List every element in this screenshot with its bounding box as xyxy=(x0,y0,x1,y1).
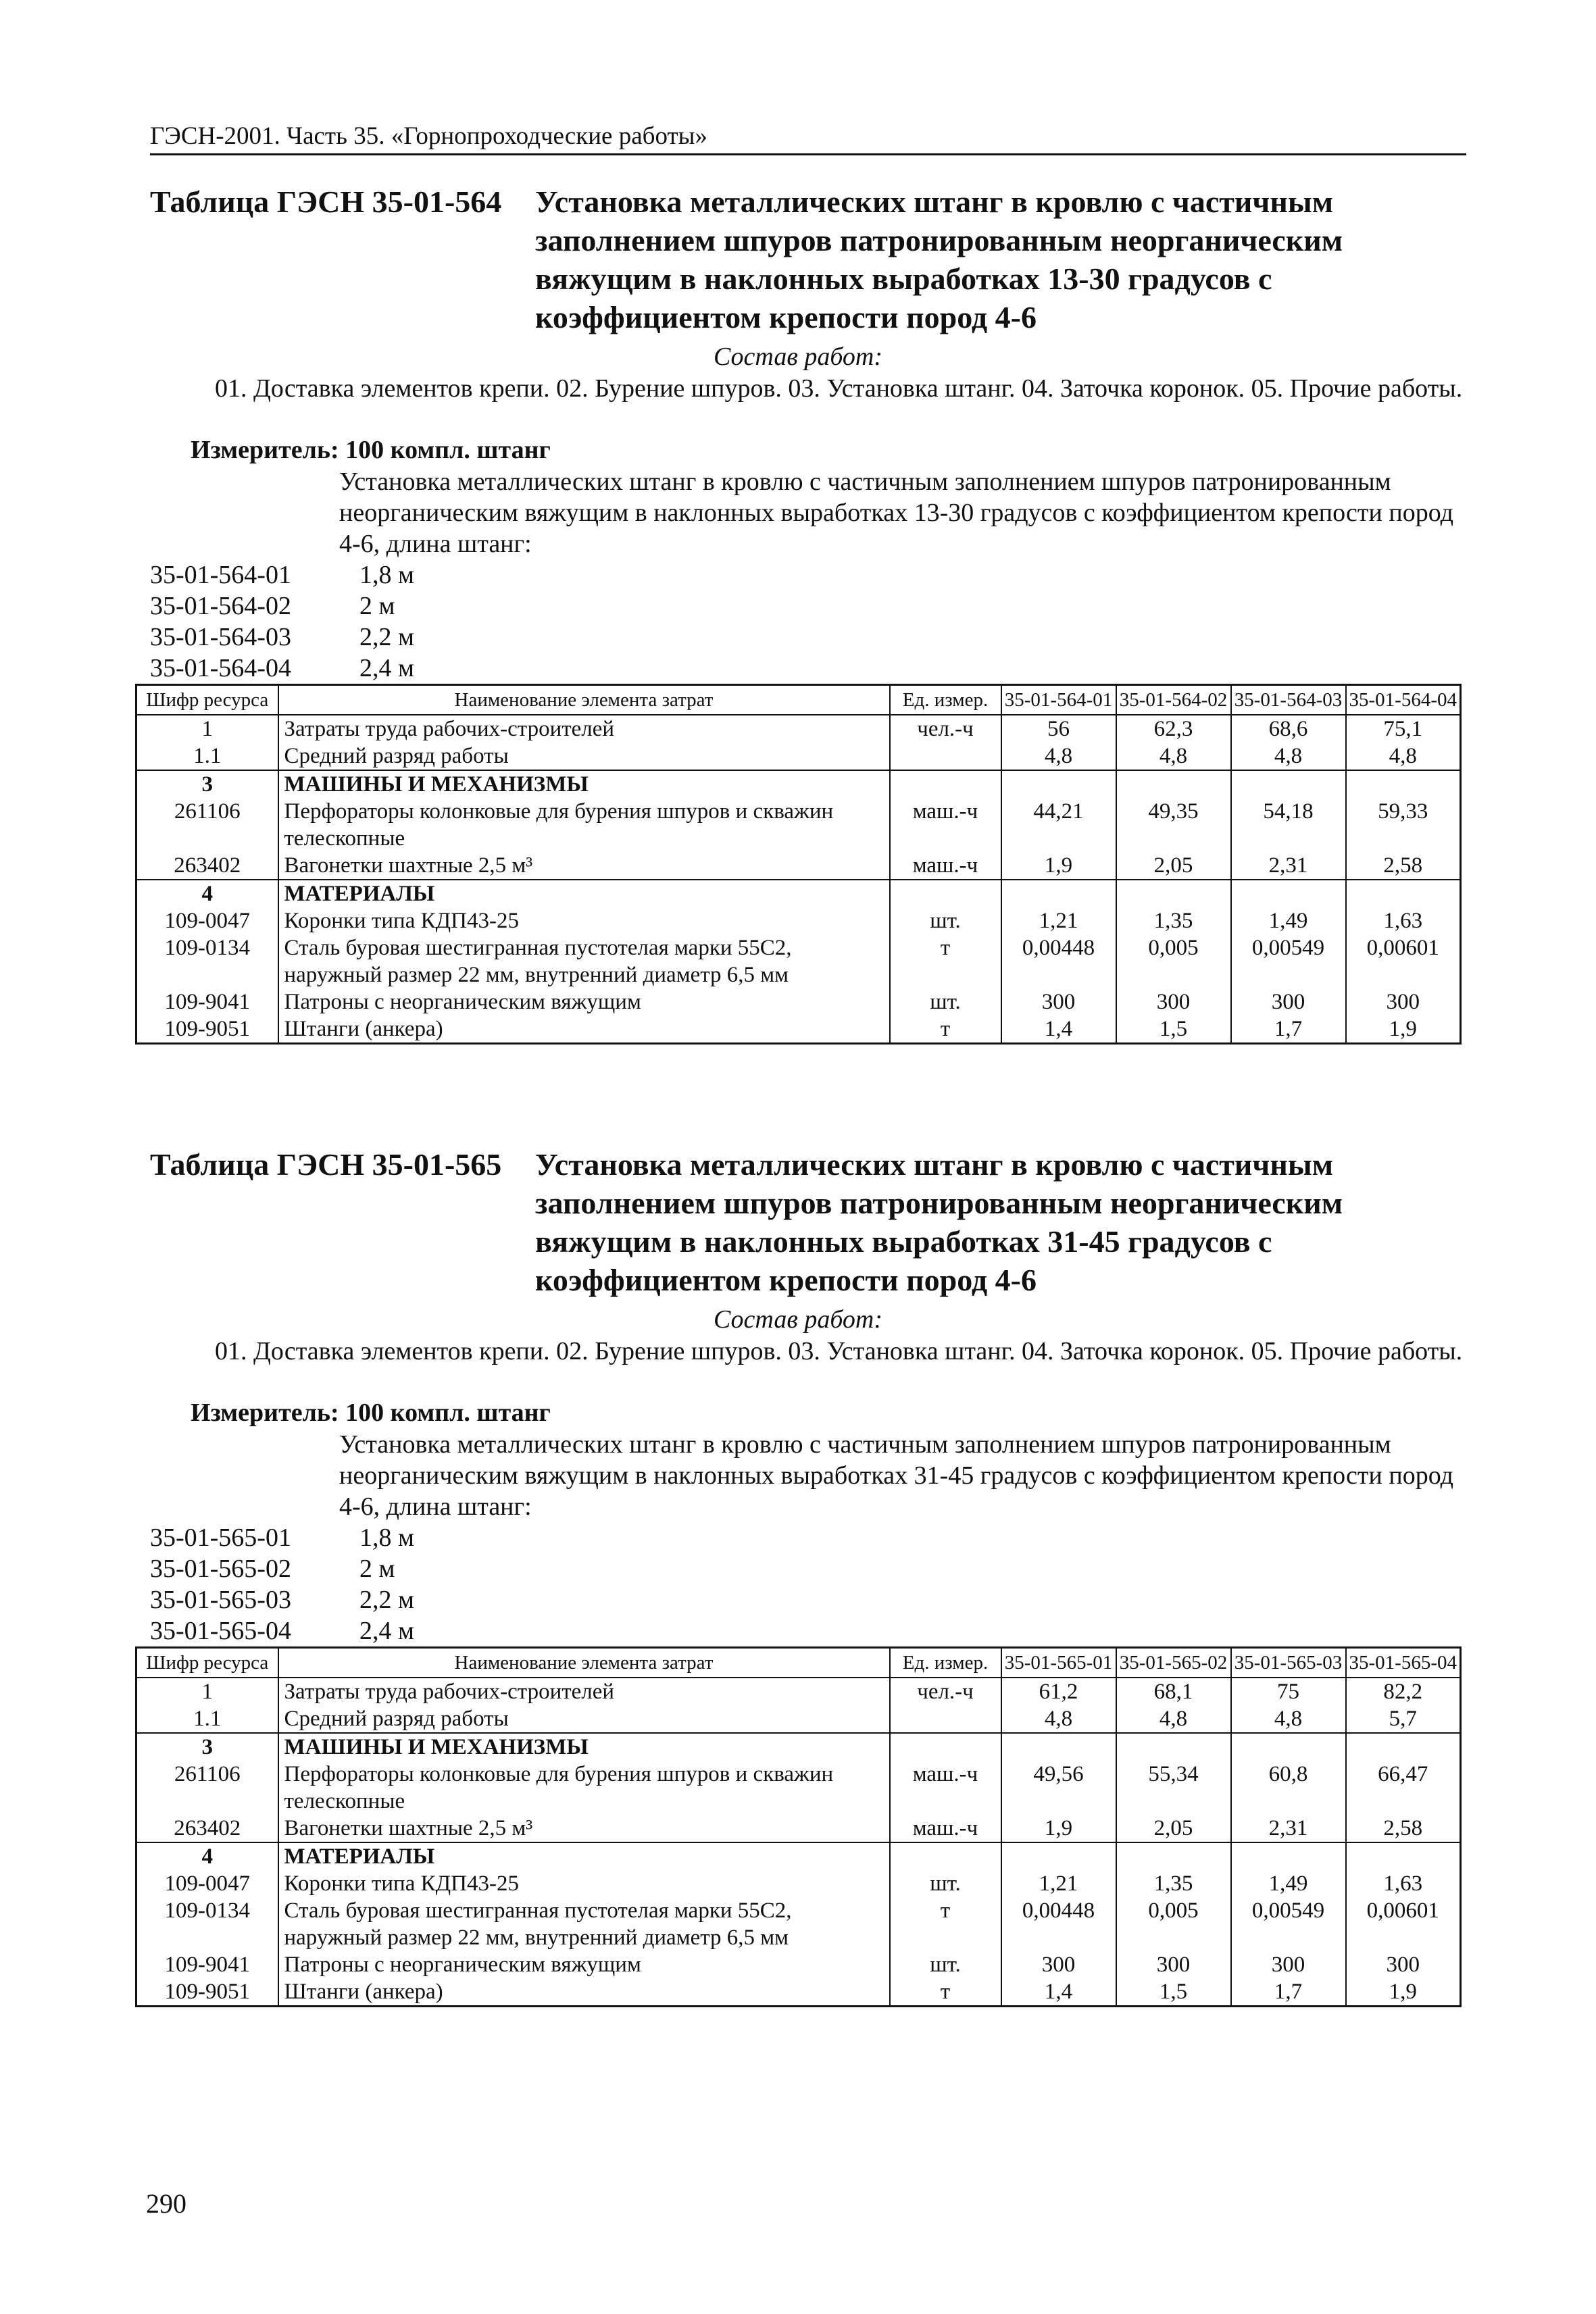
resource-code-cell: 263402 xyxy=(136,1815,278,1842)
resource-name-cell: МАШИНЫ И МЕХАНИЗМЫ xyxy=(278,770,890,798)
resource-name-cell: Коронки типа КДП43-25 xyxy=(278,1870,890,1897)
value-cell xyxy=(1346,770,1461,798)
variant-code: 35-01-564-03 xyxy=(150,623,291,651)
value-cell: 1,7 xyxy=(1231,1015,1346,1044)
resource-name-cell: МАШИНЫ И МЕХАНИЗМЫ xyxy=(278,1733,890,1761)
variant-code: 35-01-564-01 xyxy=(150,561,291,589)
value-cell: 1,21 xyxy=(1001,907,1116,934)
variant-value: 2,2 м xyxy=(359,623,415,651)
resource-name-cell: Вагонетки шахтные 2,5 м³ xyxy=(278,852,890,880)
value-cell: 2,05 xyxy=(1116,852,1231,880)
value-cell: 2,58 xyxy=(1346,852,1461,880)
header-col: 35-01-564-01 xyxy=(1001,685,1116,715)
value-cell: 59,33 xyxy=(1346,798,1461,852)
table-title xyxy=(150,1145,1447,1299)
variant-list xyxy=(150,1522,414,1646)
resource-code-cell: 109-0047 xyxy=(136,1870,278,1897)
unit-cell: шт. xyxy=(890,988,1001,1015)
unit-cell: чел.-ч xyxy=(890,1678,1001,1705)
variant-item xyxy=(150,590,414,622)
table-row xyxy=(136,715,1461,743)
value-cell: 4,8 xyxy=(1001,1705,1116,1733)
header-name: Наименование элемента затрат xyxy=(278,685,890,715)
resource-code-cell: 1 xyxy=(136,715,278,743)
resource-name-cell: МАТЕРИАЛЫ xyxy=(278,1842,890,1870)
table-title-name: Установка металлических штанг в кровлю с частичным заполнением шпуров патронированным неорганическим вяжущим в наклонных выработках 31-45 градусов с коэффициентом крепости пород 4-6 xyxy=(535,1147,1343,1297)
variant-item xyxy=(150,622,414,653)
variant-value: 2 м xyxy=(359,592,395,620)
value-cell: 1,35 xyxy=(1116,907,1231,934)
value-cell: 68,1 xyxy=(1116,1678,1231,1705)
value-cell xyxy=(1001,880,1116,907)
unit-cell: т xyxy=(890,1015,1001,1044)
value-cell: 1,49 xyxy=(1231,1870,1346,1897)
resource-code-cell: 261106 xyxy=(136,798,278,852)
resource-name-cell: Вагонетки шахтные 2,5 м³ xyxy=(278,1815,890,1842)
unit-cell xyxy=(890,743,1001,770)
unit-cell: т xyxy=(890,1897,1001,1951)
work-composition-label: Состав работ: xyxy=(713,343,883,371)
variant-item xyxy=(150,1522,414,1553)
value-cell: 1,35 xyxy=(1116,1870,1231,1897)
value-cell: 82,2 xyxy=(1346,1678,1461,1705)
resource-name-cell: Коронки типа КДП43-25 xyxy=(278,907,890,934)
value-cell: 300 xyxy=(1116,988,1231,1015)
resource-code-cell: 4 xyxy=(136,1842,278,1870)
value-cell: 1,9 xyxy=(1001,852,1116,880)
table-section-row xyxy=(136,1842,1461,1870)
resource-code-cell: 109-9051 xyxy=(136,1978,278,2007)
table-header-row xyxy=(136,685,1461,715)
value-cell xyxy=(1001,770,1116,798)
resource-code-cell: 109-0134 xyxy=(136,934,278,988)
table-body xyxy=(136,1678,1461,2007)
resource-code-cell: 109-0134 xyxy=(136,1897,278,1951)
value-cell: 1,4 xyxy=(1001,1015,1116,1044)
header-name: Наименование элемента затрат xyxy=(278,1648,890,1678)
resource-table xyxy=(135,1646,1462,2007)
unit-cell xyxy=(890,880,1001,907)
value-cell: 300 xyxy=(1001,1951,1116,1978)
resource-name-cell: МАТЕРИАЛЫ xyxy=(278,880,890,907)
value-cell: 56 xyxy=(1001,715,1116,743)
unit-cell: чел.-ч xyxy=(890,715,1001,743)
value-cell xyxy=(1116,1733,1231,1761)
header-col: 35-01-564-03 xyxy=(1231,685,1346,715)
variant-code: 35-01-565-01 xyxy=(150,1524,291,1552)
value-cell: 4,8 xyxy=(1231,743,1346,770)
work-composition-text: 01. Доставка элементов крепи. 02. Бурение шпуров. 03. Установка штанг. 04. Заточка коронок. 05. Прочие работы. xyxy=(215,374,1463,403)
value-cell: 1,63 xyxy=(1346,907,1461,934)
value-cell: 1,49 xyxy=(1231,907,1346,934)
value-cell xyxy=(1001,1733,1116,1761)
unit-cell: маш.-ч xyxy=(890,1815,1001,1842)
value-cell: 0,00601 xyxy=(1346,1897,1461,1951)
norm-description: Установка металлических штанг в кровлю с частичным заполнением шпуров патронированным неорганическим вяжущим в наклонных выработках 31-45 градусов с коэффициентом крепости пород 4-6, длина штанг: xyxy=(339,1430,1453,1521)
resource-code-cell: 3 xyxy=(136,770,278,798)
value-cell xyxy=(1346,1842,1461,1870)
resource-name-cell: Штанги (анкера) xyxy=(278,1015,890,1044)
value-cell: 300 xyxy=(1231,1951,1346,1978)
value-cell xyxy=(1001,1842,1116,1870)
value-cell: 300 xyxy=(1116,1951,1231,1978)
resource-name-cell: Затраты труда рабочих-строителей xyxy=(278,715,890,743)
unit-cell xyxy=(890,1733,1001,1761)
value-cell: 61,2 xyxy=(1001,1678,1116,1705)
value-cell: 66,47 xyxy=(1346,1761,1461,1815)
value-cell: 75 xyxy=(1231,1678,1346,1705)
unit-cell: маш.-ч xyxy=(890,798,1001,852)
value-cell xyxy=(1346,880,1461,907)
header-unit: Ед. измер. xyxy=(890,1648,1001,1678)
table-row xyxy=(136,852,1461,880)
table-row xyxy=(136,1015,1461,1044)
value-cell: 49,56 xyxy=(1001,1761,1116,1815)
variant-value: 2,4 м xyxy=(359,654,415,682)
table-row xyxy=(136,1870,1461,1897)
value-cell: 4,8 xyxy=(1116,743,1231,770)
header-unit: Ед. измер. xyxy=(890,685,1001,715)
resource-code-cell: 109-9041 xyxy=(136,988,278,1015)
value-cell: 68,6 xyxy=(1231,715,1346,743)
table-row xyxy=(136,1678,1461,1705)
header-code: Шифр ресурса xyxy=(136,685,278,715)
resource-name-cell: Средний разряд работы xyxy=(278,1705,890,1733)
value-cell: 0,00448 xyxy=(1001,934,1116,988)
resource-code-cell: 109-9051 xyxy=(136,1015,278,1044)
value-cell: 4,8 xyxy=(1001,743,1116,770)
unit-cell: шт. xyxy=(890,1951,1001,1978)
table-row xyxy=(136,1897,1461,1951)
value-cell: 60,8 xyxy=(1231,1761,1346,1815)
variant-value: 2,2 м xyxy=(359,1586,415,1614)
header-col: 35-01-565-02 xyxy=(1116,1648,1231,1678)
table-title-prefix: Таблица ГЭСН 35-01-565 xyxy=(150,1147,502,1182)
resource-code-cell: 4 xyxy=(136,880,278,907)
table-row xyxy=(136,743,1461,770)
value-cell: 4,8 xyxy=(1116,1705,1231,1733)
value-cell: 4,8 xyxy=(1346,743,1461,770)
resource-code-cell: 261106 xyxy=(136,1761,278,1815)
table-row xyxy=(136,1815,1461,1842)
value-cell xyxy=(1116,880,1231,907)
variant-item xyxy=(150,1553,414,1584)
value-cell: 1,5 xyxy=(1116,1015,1231,1044)
unit-cell xyxy=(890,1705,1001,1733)
table-row xyxy=(136,1761,1461,1815)
table-row xyxy=(136,1705,1461,1733)
resource-name-cell: Перфораторы колонковые для бурения шпуров и скважин телескопные xyxy=(278,798,890,852)
header-col: 35-01-565-03 xyxy=(1231,1648,1346,1678)
resource-name-cell: Перфораторы колонковые для бурения шпуров и скважин телескопные xyxy=(278,1761,890,1815)
resource-code-cell: 1 xyxy=(136,1678,278,1705)
value-cell xyxy=(1231,880,1346,907)
value-cell: 0,00549 xyxy=(1231,1897,1346,1951)
value-cell: 55,34 xyxy=(1116,1761,1231,1815)
variant-code: 35-01-565-03 xyxy=(150,1586,291,1614)
value-cell xyxy=(1231,1733,1346,1761)
value-cell: 1,5 xyxy=(1116,1978,1231,2007)
table-header-row xyxy=(136,1648,1461,1678)
resource-name-cell: Сталь буровая шестигранная пустотелая марки 55С2, наружный размер 22 мм, внутренний диаметр 6,5 мм xyxy=(278,934,890,988)
resource-name-cell: Затраты труда рабочих-строителей xyxy=(278,1678,890,1705)
resource-name-cell: Средний разряд работы xyxy=(278,743,890,770)
value-cell: 300 xyxy=(1346,1951,1461,1978)
value-cell: 0,00549 xyxy=(1231,934,1346,988)
table-section-row xyxy=(136,1733,1461,1761)
table-row xyxy=(136,1978,1461,2007)
variant-value: 2 м xyxy=(359,1555,395,1583)
unit-cell: маш.-ч xyxy=(890,1761,1001,1815)
resource-table xyxy=(135,684,1462,1045)
value-cell: 300 xyxy=(1231,988,1346,1015)
resource-code-cell: 3 xyxy=(136,1733,278,1761)
value-cell: 1,21 xyxy=(1001,1870,1116,1897)
variant-item xyxy=(150,1584,414,1615)
value-cell: 2,05 xyxy=(1116,1815,1231,1842)
measure-unit: Измеритель: 100 компл. штанг xyxy=(191,1399,551,1427)
value-cell: 5,7 xyxy=(1346,1705,1461,1733)
value-cell xyxy=(1231,1842,1346,1870)
value-cell: 1,9 xyxy=(1001,1815,1116,1842)
variant-value: 2,4 м xyxy=(359,1617,415,1645)
value-cell: 49,35 xyxy=(1116,798,1231,852)
table-row xyxy=(136,907,1461,934)
value-cell: 0,00601 xyxy=(1346,934,1461,988)
running-header: ГЭСН-2001. Часть 35. «Горнопроходческие работы» xyxy=(150,122,1466,155)
table-row xyxy=(136,934,1461,988)
value-cell: 300 xyxy=(1346,988,1461,1015)
value-cell: 2,31 xyxy=(1231,852,1346,880)
table-title-name: Установка металлических штанг в кровлю с частичным заполнением шпуров патронированным неорганическим вяжущим в наклонных выработках 13-30 градусов с коэффициентом крепости пород 4-6 xyxy=(535,184,1343,334)
unit-cell xyxy=(890,1842,1001,1870)
header-col: 35-01-564-02 xyxy=(1116,685,1231,715)
variant-code: 35-01-565-04 xyxy=(150,1617,291,1645)
value-cell: 1,9 xyxy=(1346,1978,1461,2007)
variant-item xyxy=(150,653,414,684)
table-row xyxy=(136,1951,1461,1978)
value-cell: 62,3 xyxy=(1116,715,1231,743)
table-section-row xyxy=(136,880,1461,907)
resource-name-cell: Сталь буровая шестигранная пустотелая марки 55С2, наружный размер 22 мм, внутренний диаметр 6,5 мм xyxy=(278,1897,890,1951)
value-cell: 1,7 xyxy=(1231,1978,1346,2007)
table-row xyxy=(136,988,1461,1015)
value-cell: 54,18 xyxy=(1231,798,1346,852)
header-col: 35-01-564-04 xyxy=(1346,685,1461,715)
unit-cell: т xyxy=(890,934,1001,988)
header-code: Шифр ресурса xyxy=(136,1648,278,1678)
value-cell: 0,005 xyxy=(1116,934,1231,988)
unit-cell: т xyxy=(890,1978,1001,2007)
value-cell xyxy=(1231,770,1346,798)
table-title xyxy=(150,182,1447,336)
variant-list xyxy=(150,559,414,684)
measure-unit: Измеритель: 100 компл. штанг xyxy=(191,436,551,464)
resource-name-cell: Штанги (анкера) xyxy=(278,1978,890,2007)
resource-name-cell: Патроны с неорганическим вяжущим xyxy=(278,988,890,1015)
resource-code-cell: 1.1 xyxy=(136,743,278,770)
unit-cell: шт. xyxy=(890,1870,1001,1897)
value-cell xyxy=(1116,1842,1231,1870)
header-col: 35-01-565-04 xyxy=(1346,1648,1461,1678)
resource-code-cell: 1.1 xyxy=(136,1705,278,1733)
variant-value: 1,8 м xyxy=(359,1524,415,1552)
variant-code: 35-01-565-02 xyxy=(150,1555,291,1583)
resource-name-cell: Патроны с неорганическим вяжущим xyxy=(278,1951,890,1978)
value-cell: 0,005 xyxy=(1116,1897,1231,1951)
resource-code-cell: 109-0047 xyxy=(136,907,278,934)
resource-code-cell: 263402 xyxy=(136,852,278,880)
variant-value: 1,8 м xyxy=(359,561,415,589)
work-composition-text: 01. Доставка элементов крепи. 02. Бурение шпуров. 03. Установка штанг. 04. Заточка коронок. 05. Прочие работы. xyxy=(215,1337,1463,1365)
page-number: 290 xyxy=(146,2188,186,2219)
table-row xyxy=(136,798,1461,852)
unit-cell xyxy=(890,770,1001,798)
variant-item xyxy=(150,559,414,590)
value-cell: 1,9 xyxy=(1346,1015,1461,1044)
value-cell xyxy=(1116,770,1231,798)
resource-code-cell: 109-9041 xyxy=(136,1951,278,1978)
value-cell: 44,21 xyxy=(1001,798,1116,852)
unit-cell: шт. xyxy=(890,907,1001,934)
table-title-prefix: Таблица ГЭСН 35-01-564 xyxy=(150,184,502,219)
value-cell xyxy=(1346,1733,1461,1761)
value-cell: 2,58 xyxy=(1346,1815,1461,1842)
variant-code: 35-01-564-04 xyxy=(150,654,291,682)
value-cell: 1,63 xyxy=(1346,1870,1461,1897)
table-section-row xyxy=(136,770,1461,798)
value-cell: 2,31 xyxy=(1231,1815,1346,1842)
unit-cell: маш.-ч xyxy=(890,852,1001,880)
work-composition-label: Состав работ: xyxy=(713,1305,883,1334)
header-col: 35-01-565-01 xyxy=(1001,1648,1116,1678)
value-cell: 300 xyxy=(1001,988,1116,1015)
value-cell: 75,1 xyxy=(1346,715,1461,743)
value-cell: 1,4 xyxy=(1001,1978,1116,2007)
value-cell: 4,8 xyxy=(1231,1705,1346,1733)
value-cell: 0,00448 xyxy=(1001,1897,1116,1951)
variant-code: 35-01-564-02 xyxy=(150,592,291,620)
table-body xyxy=(136,715,1461,1044)
variant-item xyxy=(150,1615,414,1646)
norm-description: Установка металлических штанг в кровлю с частичным заполнением шпуров патронированным неорганическим вяжущим в наклонных выработках 13-30 градусов с коэффициентом крепости пород 4-6, длина штанг: xyxy=(339,468,1453,558)
